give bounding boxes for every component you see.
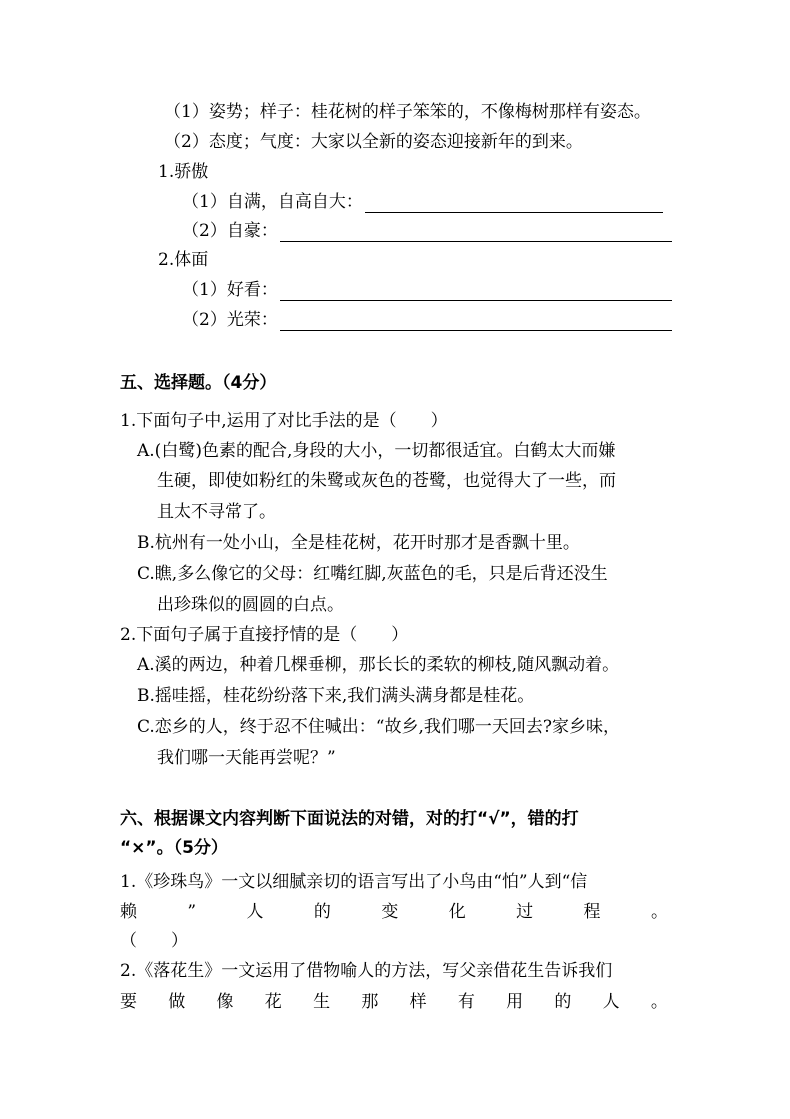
answer-parentheses[interactable]: （ ） [120,931,188,951]
fill-item [182,309,672,331]
char: 程 [583,902,601,922]
char: 要 [120,992,137,1012]
word-heading: 1.骄傲 [158,162,209,182]
option-c: C.恋乡的人，终于忍不住喊出：“故乡,我们哪一天回去?家乡味， [137,717,621,737]
answer-blank[interactable] [365,194,663,213]
char: 人 [602,992,620,1012]
char: 有 [457,992,475,1012]
char: 过 [516,902,534,922]
definition-line: （2）态度；气度：大家以全新的姿态迎接新年的到来。 [164,132,583,152]
definition-line: （1）姿势；样子：桂花树的样子笨笨的，不像梅树那样有姿态。 [164,102,651,122]
char: 人 [246,902,264,922]
option-c-cont: 我们哪一天能再尝呢？” [157,748,336,768]
question-stem: 2.下面句子属于直接抒情的是（ ） [120,625,409,645]
answer-blank[interactable] [280,282,672,301]
fill-item [182,220,672,242]
char: 生 [313,992,331,1012]
statement-justified [120,991,668,1013]
char: 像 [216,992,234,1012]
fill-item-label: （1）自满，自高自大： [182,192,363,212]
char: 的 [313,902,331,922]
answer-blank[interactable] [280,312,672,331]
char: 。 [650,902,668,922]
option-b: B.摇哇摇，桂花纷纷落下来,我们满头满身都是桂花。 [137,686,535,706]
statement-justified [120,901,668,923]
char: 做 [168,992,186,1012]
option-a: A.(白鹭)色素的配合,身段的大小，一切都很适宜。白鹤太大而嫌 [137,441,616,461]
char: 花 [264,992,282,1012]
option-c: C.瞧,多么像它的父母：红嘴红脚,灰蓝色的毛，只是后背还没生 [137,564,608,584]
fill-item-label: （2）自豪： [182,221,278,241]
statement: 2.《落花生》一文运用了借物喻人的方法，写父亲借花生告诉我们 [120,961,613,981]
question-stem: 1.下面句子中,运用了对比手法的是（ ） [120,411,448,431]
fill-item [182,191,663,213]
char: 那 [361,992,379,1012]
option-b: B.杭州有一处小山，全是桂花树，花开时那才是香飘十里。 [137,533,580,553]
char: 的 [554,992,572,1012]
option-a-cont: 生硬，即使如粉红的朱鹭或灰色的苍鹭，也觉得大了一些，而 [157,471,616,491]
option-a: A.溪的两边，种着几棵垂柳，那长长的柔软的柳枝,随风飘动着。 [137,655,620,675]
statement: 1.《珍珠鸟》一文以细腻亲切的语言写出了小鸟由“怕”人到“信 [120,872,588,892]
char: 化 [448,902,466,922]
section-title-cont: “×”。（5分） [120,838,228,858]
fill-item [182,279,672,301]
char: ” [187,902,197,922]
option-c-cont: 出珍珠似的圆圆的白点。 [157,595,344,615]
option-a-cont: 且太不寻常了。 [157,502,276,522]
char: 用 [506,992,524,1012]
char: 赖 [120,902,137,922]
section-title: 六、根据课文内容判断下面说法的对错，对的打“√”，错的打 [120,809,579,829]
fill-item-label: （1）好看： [182,280,278,300]
section-title: 五、选择题。（4分） [120,373,277,393]
fill-item-label: （2）光荣： [182,310,278,330]
answer-blank[interactable] [280,223,672,242]
word-heading: 2.体面 [158,250,209,270]
char: 样 [409,992,427,1012]
char: 变 [381,902,399,922]
char: 。 [650,992,668,1012]
